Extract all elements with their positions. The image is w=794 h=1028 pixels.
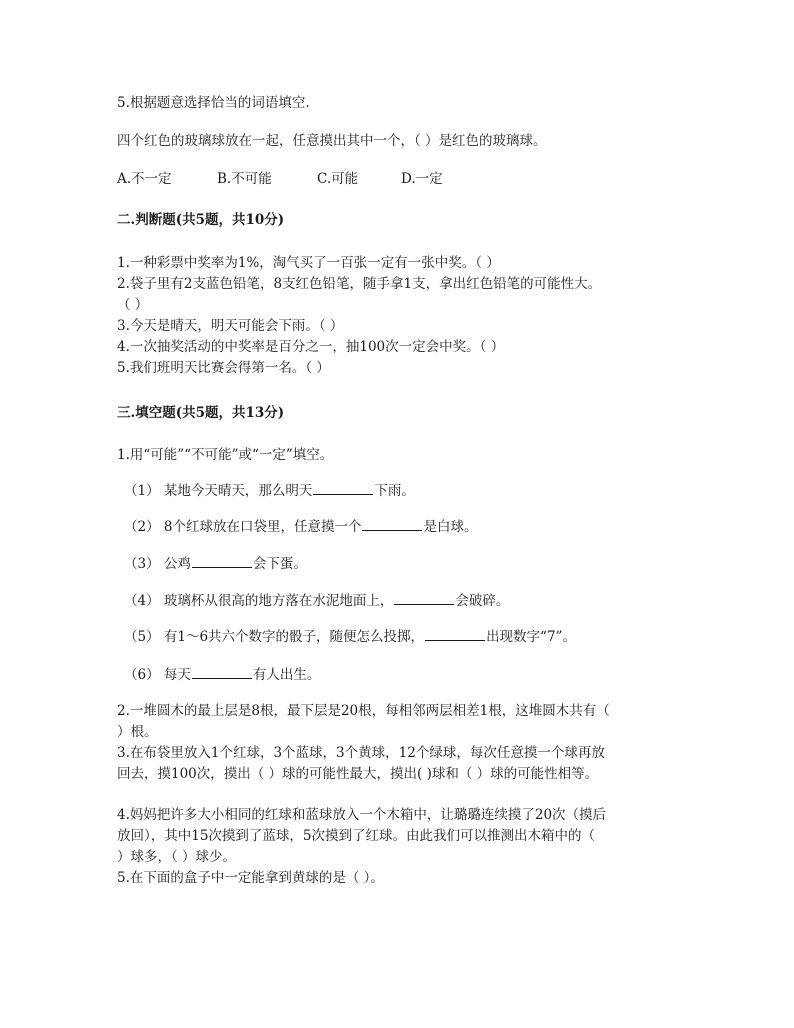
answer-blank[interactable] [192, 555, 252, 568]
fill1-item-2-post: 是白球。 [423, 519, 478, 535]
q5-option-b: B.不可能 [217, 171, 272, 187]
fill3-line-2: 回去，摸100次，摸出（ ）球的可能性最大，摸出( )球和（ ）球的可能性相等。 [117, 766, 599, 782]
answer-blank[interactable] [313, 482, 373, 495]
fill1-item-5-pre: （5） 有1～6共六个数字的骰子，随便怎么投掷， [124, 629, 425, 645]
fill5-line: 5.在下面的盒子中一定能拿到黄球的是（ ）。 [117, 870, 384, 886]
judge-item-1: 1.一种彩票中奖率为1%，淘气买了一百张一定有一张中奖。（ ） [117, 255, 500, 271]
fill4-line-2: 放回），其中15次摸到了蓝球，5次摸到了红球。由此我们可以推测出木箱中的（ [117, 828, 596, 844]
fill4-line-3: ）球多，（ ）球少。 [117, 849, 237, 865]
judge-item-2: 2.袋子里有2支蓝色铅笔，8支红色铅笔，随手拿1支，拿出红色铅笔的可能性大。 [117, 276, 602, 292]
fill1-item-3-pre: （3） 公鸡 [124, 556, 191, 572]
fill1-item-3-post: 会下蛋。 [252, 556, 307, 572]
fill1-item-5 [124, 628, 576, 646]
judge-item-3: 3.今天是晴天，明天可能会下雨。（ ） [117, 318, 344, 334]
fill1-item-6-post: 有人出生。 [252, 667, 321, 683]
q5-stem: 5.根据题意选择恰当的词语填空. [117, 95, 310, 111]
fill1-item-2 [124, 518, 477, 536]
fill1-item-1 [124, 482, 415, 500]
fill2-line-1: 2.一堆圆木的最上层是8根，最下层是20根，每相邻两层相差1根，这堆圆木共有（ [117, 703, 610, 719]
fill1-item-4-post: 会破碎。 [455, 593, 510, 609]
fill1-item-5-post: 出现数字“7”。 [486, 629, 576, 645]
section3-title: 三.填空题(共5题，共13分) [117, 405, 285, 421]
q5-text: 四个红色的玻璃球放在一起，任意摸出其中一个，（ ）是红色的玻璃球。 [117, 133, 547, 149]
judge-item-2-paren: （ ） [117, 297, 149, 313]
q5-option-a: A.不一定 [117, 171, 172, 187]
fill1-item-6-pre: （6） 每天 [124, 667, 191, 683]
fill1-item-1-post: 下雨。 [374, 483, 415, 499]
fill1-item-1-pre: （1） 某地今天晴天，那么明天 [124, 483, 313, 499]
judge-item-4: 4.一次抽奖活动的中奖率是百分之一，抽100次一定会中奖。（ ） [117, 339, 505, 355]
fill4-line-1: 4.妈妈把许多大小相同的红球和蓝球放入一个木箱中，让璐璐连续摸了20次（摸后 [117, 807, 607, 823]
fill1-item-6 [124, 666, 320, 684]
fill2-line-2: ）根。 [117, 724, 158, 740]
fill1-item-3 [124, 555, 307, 573]
section2-title: 二.判断题(共5题，共10分) [117, 212, 285, 228]
answer-blank[interactable] [394, 592, 454, 605]
fill1-item-4-pre: （4） 玻璃杯从很高的地方落在水泥地面上， [124, 593, 394, 609]
answer-blank[interactable] [425, 628, 485, 641]
fill1-item-4 [124, 592, 509, 610]
answer-blank[interactable] [362, 518, 422, 531]
fill1-item-2-pre: （2） 8个红球放在口袋里，任意摸一个 [124, 519, 362, 535]
q5-option-c: C.可能 [317, 171, 359, 187]
answer-blank[interactable] [192, 666, 252, 679]
fill1-stem: 1.用“可能”“不可能”或“一定”填空。 [117, 447, 334, 463]
judge-item-5: 5.我们班明天比赛会得第一名。（ ） [117, 360, 330, 376]
q5-option-d: D.一定 [401, 171, 443, 187]
fill3-line-1: 3.在布袋里放入1个红球，3个蓝球，3个黄球，12个绿球，每次任意摸一个球再放 [117, 745, 605, 761]
